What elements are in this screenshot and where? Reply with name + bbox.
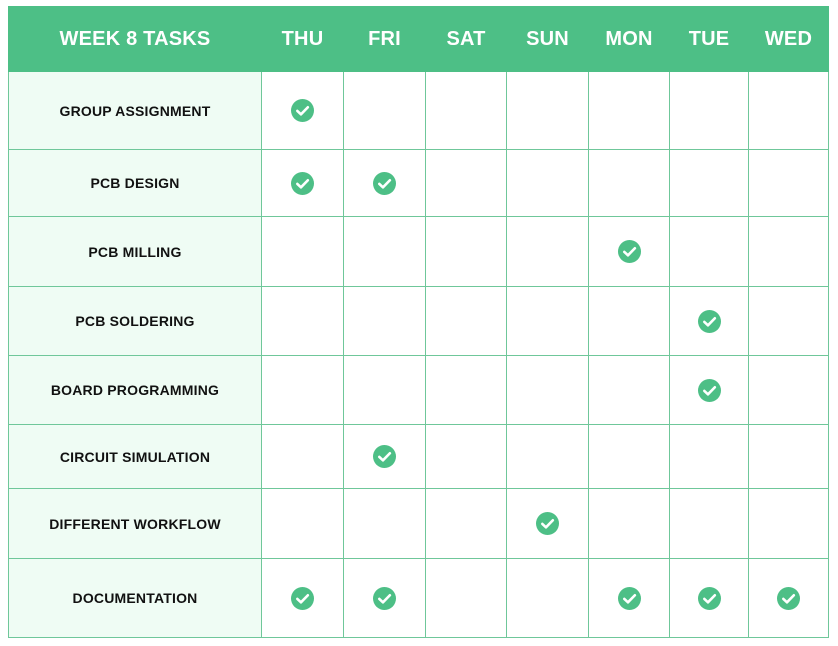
day-header-tue: TUE	[670, 7, 749, 72]
table-row	[9, 72, 829, 150]
day-cell-thu	[262, 287, 344, 356]
day-cell-mon	[589, 287, 670, 356]
table-row	[9, 559, 829, 638]
day-cell-fri	[344, 425, 426, 489]
day-cell-fri	[344, 559, 426, 638]
day-cell-sat	[426, 425, 507, 489]
day-cell-mon	[589, 559, 670, 638]
day-cell-wed	[749, 72, 829, 150]
check-circle-icon	[291, 587, 314, 610]
day-cell-wed	[749, 489, 829, 559]
check-circle-icon	[698, 379, 721, 402]
day-header-wed: WED	[749, 7, 829, 72]
day-cell-sun	[507, 559, 589, 638]
day-cell-mon	[589, 356, 670, 425]
day-cell-sat	[426, 559, 507, 638]
day-cell-sat	[426, 72, 507, 150]
day-cell-thu	[262, 217, 344, 287]
day-cell-thu	[262, 489, 344, 559]
day-cell-fri	[344, 150, 426, 217]
day-cell-thu	[262, 356, 344, 425]
table-row	[9, 150, 829, 217]
day-cell-thu	[262, 559, 344, 638]
day-cell-thu	[262, 72, 344, 150]
day-header-sat: SAT	[426, 7, 507, 72]
task-name-cell: BOARD PROGRAMMING	[9, 356, 262, 425]
day-cell-sun	[507, 217, 589, 287]
task-name-cell: DOCUMENTATION	[9, 559, 262, 638]
day-cell-tue	[670, 425, 749, 489]
table-title: WEEK 8 TASKS	[9, 7, 262, 72]
day-header-mon: MON	[589, 7, 670, 72]
check-circle-icon	[698, 310, 721, 333]
check-circle-icon	[536, 512, 559, 535]
day-cell-mon	[589, 150, 670, 217]
day-cell-thu	[262, 150, 344, 217]
table-row	[9, 356, 829, 425]
check-circle-icon	[373, 445, 396, 468]
check-circle-icon	[777, 587, 800, 610]
day-cell-tue	[670, 287, 749, 356]
day-header-fri: FRI	[344, 7, 426, 72]
check-circle-icon	[698, 587, 721, 610]
check-circle-icon	[373, 587, 396, 610]
check-circle-icon	[291, 172, 314, 195]
day-cell-tue	[670, 72, 749, 150]
day-cell-fri	[344, 217, 426, 287]
day-cell-sat	[426, 287, 507, 356]
day-cell-sun	[507, 356, 589, 425]
day-cell-wed	[749, 425, 829, 489]
day-cell-wed	[749, 217, 829, 287]
day-cell-sat	[426, 356, 507, 425]
check-circle-icon	[618, 587, 641, 610]
day-cell-sun	[507, 489, 589, 559]
day-cell-mon	[589, 217, 670, 287]
day-cell-sat	[426, 150, 507, 217]
table-row	[9, 489, 829, 559]
task-name-cell: CIRCUIT SIMULATION	[9, 425, 262, 489]
day-cell-sun	[507, 287, 589, 356]
header-row	[9, 7, 829, 72]
day-cell-tue	[670, 559, 749, 638]
day-cell-fri	[344, 72, 426, 150]
day-cell-fri	[344, 287, 426, 356]
day-header-thu: THU	[262, 7, 344, 72]
check-circle-icon	[373, 172, 396, 195]
day-header-sun: SUN	[507, 7, 589, 72]
day-cell-tue	[670, 489, 749, 559]
day-cell-sat	[426, 489, 507, 559]
day-cell-wed	[749, 287, 829, 356]
day-cell-fri	[344, 489, 426, 559]
day-cell-tue	[670, 356, 749, 425]
day-cell-fri	[344, 356, 426, 425]
task-name-cell: DIFFERENT WORKFLOW	[9, 489, 262, 559]
table-row	[9, 425, 829, 489]
table-row	[9, 287, 829, 356]
task-schedule-table	[8, 6, 829, 638]
task-name-cell: PCB SOLDERING	[9, 287, 262, 356]
day-cell-sun	[507, 425, 589, 489]
day-cell-thu	[262, 425, 344, 489]
day-cell-sun	[507, 72, 589, 150]
table-row	[9, 217, 829, 287]
day-cell-sat	[426, 217, 507, 287]
task-name-cell: PCB MILLING	[9, 217, 262, 287]
task-name-cell: GROUP ASSIGNMENT	[9, 72, 262, 150]
day-cell-wed	[749, 356, 829, 425]
day-cell-tue	[670, 150, 749, 217]
day-cell-wed	[749, 559, 829, 638]
schedule-header	[9, 7, 829, 72]
check-circle-icon	[618, 240, 641, 263]
day-cell-mon	[589, 489, 670, 559]
task-name-cell: PCB DESIGN	[9, 150, 262, 217]
schedule-body	[9, 72, 829, 638]
day-cell-mon	[589, 72, 670, 150]
check-circle-icon	[291, 99, 314, 122]
day-cell-wed	[749, 150, 829, 217]
day-cell-mon	[589, 425, 670, 489]
day-cell-tue	[670, 217, 749, 287]
day-cell-sun	[507, 150, 589, 217]
